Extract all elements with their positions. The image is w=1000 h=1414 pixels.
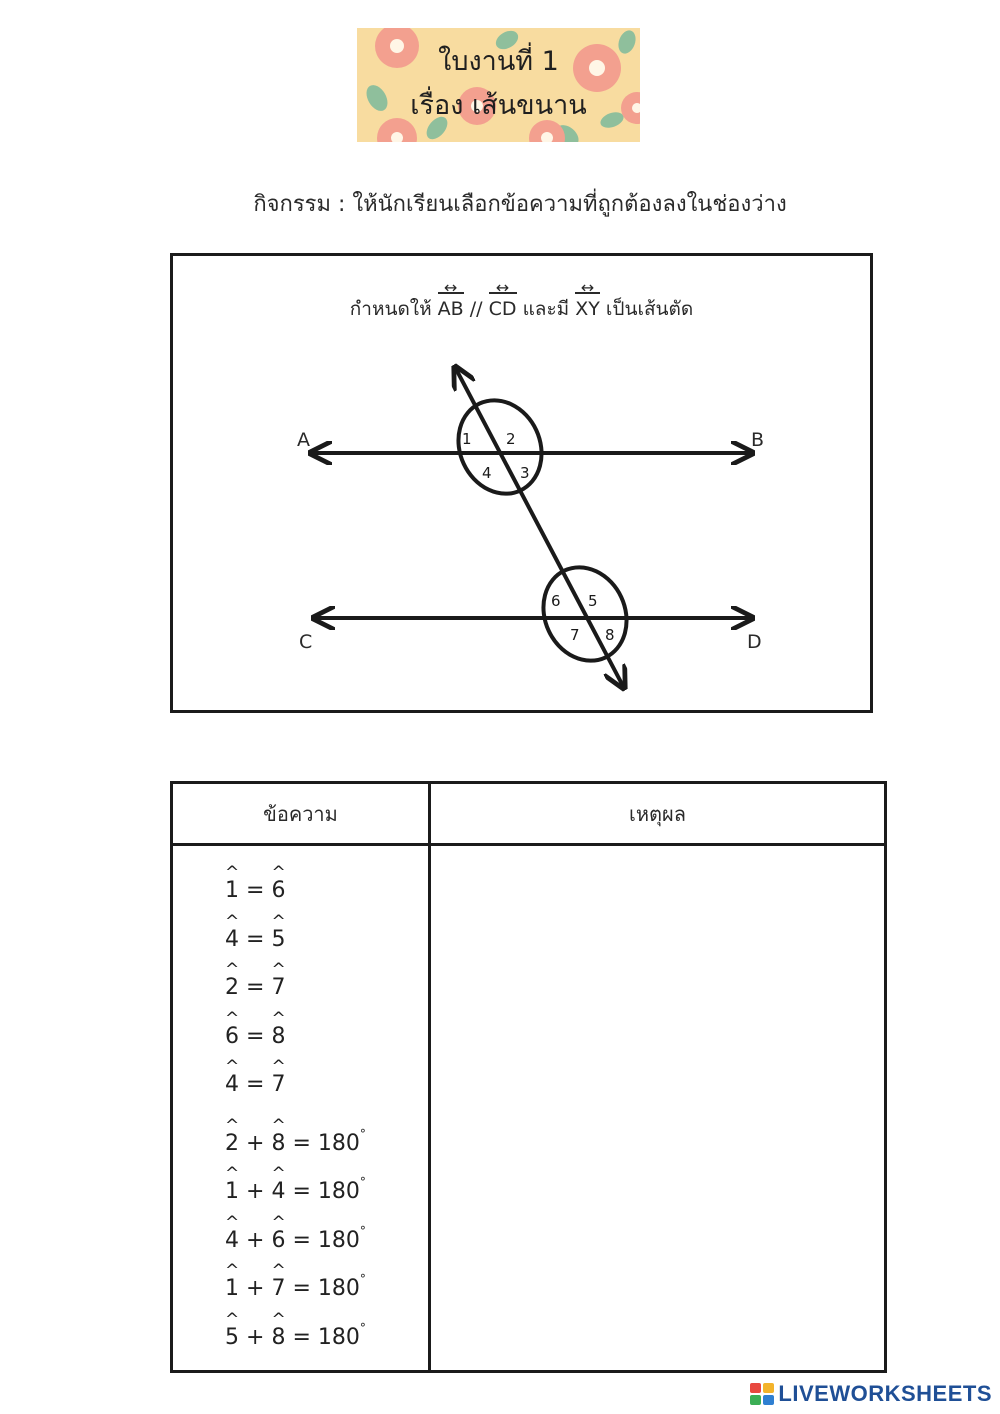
statement-result: = 180 <box>292 1227 360 1253</box>
ray-cd: CD ↔ <box>489 298 517 320</box>
operator: + <box>246 1227 265 1253</box>
statement-list <box>225 876 366 1361</box>
statement-result: = 180 <box>292 1130 360 1156</box>
point-b-label: B <box>751 429 765 451</box>
angle-b: ^ 5 <box>271 925 285 955</box>
angle-b: ^ 8 <box>271 1022 285 1052</box>
angle-b: ^ 6 <box>271 876 285 906</box>
angle-6-label: 6 <box>551 592 561 610</box>
operator: + <box>246 1179 265 1204</box>
angle-a: ^ 1 <box>225 1177 239 1207</box>
angle-a: ^ 4 <box>225 1070 239 1100</box>
angle-5-label: 5 <box>588 592 598 610</box>
angle-7-label: 7 <box>570 626 580 644</box>
angle-b: ^ 4 <box>271 1177 285 1207</box>
ray-ab: AB ↔ <box>438 298 464 320</box>
worksheet-number: ใบงานที่ 1 <box>438 46 559 77</box>
angle-b: ^ 8 <box>271 1129 285 1159</box>
angle-b: ^ 7 <box>271 973 285 1003</box>
operator: = <box>246 1023 265 1049</box>
worksheet-title: เรื่อง เส้นขนาน <box>410 90 587 121</box>
given-prefix: กำหนดให้ <box>349 298 432 320</box>
reason-answer-area[interactable] <box>431 846 884 1370</box>
degree-symbol: ° <box>359 1223 366 1238</box>
operator: + <box>246 1324 265 1350</box>
given-middle: และมี <box>522 298 570 320</box>
statement-result: = 180 <box>292 1179 360 1204</box>
statement-row <box>225 1070 366 1119</box>
activity-instruction: กิจกรรม : ให้นักเรียนเลือกข้อความที่ถูกต้องลงในช่องว่าง <box>253 192 787 217</box>
liveworksheets-logo <box>750 1380 992 1408</box>
angle-a: ^ 2 <box>225 973 239 1003</box>
brand-text: LIVEWORKSHEETS <box>778 1381 992 1406</box>
degree-symbol: ° <box>359 1175 366 1189</box>
parallel-lines-diagram <box>173 256 870 710</box>
operator: = <box>246 1072 265 1097</box>
operator: + <box>246 1276 265 1301</box>
statement-row <box>225 1313 366 1362</box>
parallel-symbol: // <box>469 298 483 320</box>
point-a-label: A <box>297 429 310 451</box>
statement-row <box>225 1216 366 1265</box>
angle-8-label: 8 <box>605 626 615 644</box>
angle-b: ^ 8 <box>271 1323 285 1353</box>
angle-4-label: 4 <box>482 464 492 482</box>
angle-a: ^ 4 <box>225 1226 239 1256</box>
angle-b: ^ 6 <box>271 1226 285 1256</box>
upper-angle-circle <box>443 387 556 508</box>
statement-row <box>225 1022 366 1071</box>
degree-symbol: ° <box>359 1126 366 1141</box>
angle-a: ^ 2 <box>225 1129 239 1159</box>
title-banner <box>357 28 640 142</box>
given-suffix: เป็นเส้นตัด <box>605 298 694 320</box>
angle-a: ^ 5 <box>225 1323 239 1353</box>
point-d-label: D <box>747 631 762 653</box>
angle-a: ^ 1 <box>225 1274 239 1304</box>
statement-row <box>225 876 366 925</box>
operator: = <box>246 878 265 903</box>
statement-reason-table <box>170 781 887 1373</box>
statement-row <box>225 1264 366 1313</box>
angle-a: ^ 1 <box>225 876 239 906</box>
statement-row <box>225 925 366 974</box>
angle-a: ^ 4 <box>225 925 239 955</box>
statement-row <box>225 1119 366 1168</box>
header-statement: ข้อความ <box>263 802 338 826</box>
angle-1-label: 1 <box>462 430 472 448</box>
statement-row <box>225 973 366 1022</box>
angle-a: ^ 6 <box>225 1022 239 1052</box>
degree-symbol: ° <box>359 1272 366 1286</box>
angle-2-label: 2 <box>506 430 516 448</box>
operator: + <box>246 1130 265 1156</box>
degree-symbol: ° <box>359 1320 366 1335</box>
ray-xy: XY ↔ <box>575 298 600 320</box>
liveworksheets-icon <box>750 1383 774 1405</box>
point-c-label: C <box>299 631 313 653</box>
transversal-xy <box>456 369 623 686</box>
operator: = <box>246 975 265 1000</box>
header-reason: เหตุผล <box>629 802 686 826</box>
angle-b: ^ 7 <box>271 1274 285 1304</box>
angle-3-label: 3 <box>520 464 530 482</box>
operator: = <box>246 926 265 952</box>
statement-result: = 180 <box>292 1276 360 1301</box>
statement-result: = 180 <box>292 1324 360 1350</box>
statement-row <box>225 1167 366 1216</box>
angle-b: ^ 7 <box>271 1070 285 1100</box>
figure-box <box>170 253 873 713</box>
